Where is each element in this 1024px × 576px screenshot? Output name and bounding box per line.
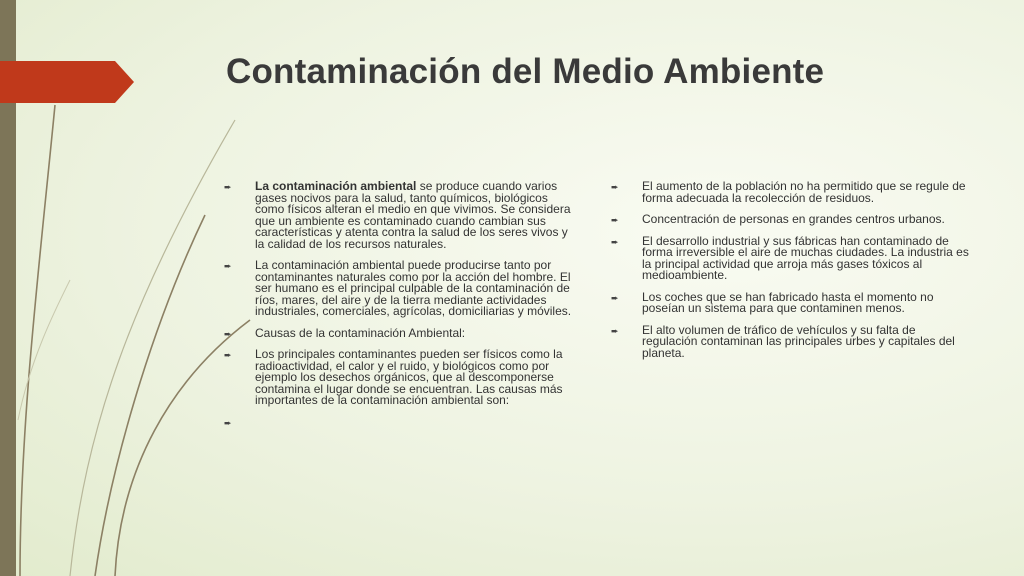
arrow-bullet-icon: ➨ bbox=[224, 182, 232, 192]
arrow-bullet-icon: ➨ bbox=[224, 261, 232, 271]
bullet-item bbox=[611, 322, 971, 360]
bullet-item bbox=[224, 325, 580, 340]
curve-1 bbox=[20, 105, 55, 576]
bullet-text: El aumento de la población no ha permitido que se regule de forma adecuada la recolección de residuos. bbox=[642, 179, 966, 205]
bullet-text: Causas de la contaminación Ambiental: bbox=[255, 325, 466, 340]
bullet-item bbox=[224, 349, 580, 407]
arrow-bullet-icon: ➨ bbox=[611, 236, 619, 247]
left-bullet-list bbox=[224, 181, 580, 429]
bullet-item bbox=[611, 289, 971, 315]
curve-3 bbox=[95, 215, 205, 576]
bullet-item bbox=[224, 181, 580, 250]
arrow-bullet-icon: ➨ bbox=[224, 417, 232, 428]
bullet-text: El alto volumen de tráfico de vehículos y su falta de regulación contaminan las principales urbes y capitales del planeta. bbox=[642, 322, 955, 360]
bullet-text: El desarrollo industrial y sus fábricas han contaminado de forma irreversible el aire de muchas ciudades. La industria es la principal actividad que arroja más gases tóxicos al medioambiente. bbox=[642, 233, 969, 282]
bullet-item bbox=[611, 181, 971, 204]
arrow-bullet-icon: ➨ bbox=[611, 215, 619, 225]
curve-2 bbox=[70, 120, 235, 576]
bullet-item bbox=[611, 214, 971, 226]
bullet-text: se produce cuando varios gases nocivos para la salud, tanto químicos, biológicos como físicos alteran el medio en que vivimos. Se considera que un ambiente es contaminado cuando cambian sus características y atenta contra la salud de los seres vivos y la calidad de los recursos naturales. bbox=[255, 179, 571, 251]
bullet-item bbox=[224, 417, 580, 429]
bullet-lead-bold: La contaminación ambiental bbox=[255, 179, 417, 193]
curve-5 bbox=[18, 280, 70, 420]
bullet-text: Los coches que se han fabricado hasta el momento no poseían un sistema para que contaminen menos. bbox=[642, 289, 934, 315]
slide-title: Contaminación del Medio Ambiente bbox=[226, 52, 825, 91]
right-text-column bbox=[611, 181, 971, 369]
bullet-text: La contaminación ambiental puede producirse tanto por contaminantes naturales como por la acción del hombre. El ser humano es el principal culpable de la contaminación de ríos, mares, del aire y de la tierra mediante actividades industriales, comerciales, agrícolas, domiciliarias y móviles. bbox=[255, 258, 572, 318]
left-text-column bbox=[224, 181, 580, 439]
arrow-bullet-icon: ➨ bbox=[224, 350, 232, 360]
arrow-bullet-icon: ➨ bbox=[224, 328, 232, 339]
bullet-item bbox=[224, 260, 580, 318]
arrow-bullet-icon: ➨ bbox=[611, 182, 619, 192]
arrow-bullet-icon: ➨ bbox=[611, 292, 619, 303]
bullet-text: Los principales contaminantes pueden ser físicos como la radioactividad, el calor y el ruido, y biológicos como por ejemplo los desechos orgánicos, que al descomponerse contamina el lugar donde se encuentran. Las causas más importantes de la contaminación ambiental son: bbox=[255, 347, 563, 407]
right-bullet-list bbox=[611, 181, 971, 359]
arrow-bullet-icon: ➨ bbox=[611, 325, 619, 336]
bullet-item bbox=[611, 233, 971, 282]
bullet-text: Concentración de personas en grandes centros urbanos. bbox=[642, 212, 945, 226]
title-accent-arrow bbox=[0, 61, 134, 103]
